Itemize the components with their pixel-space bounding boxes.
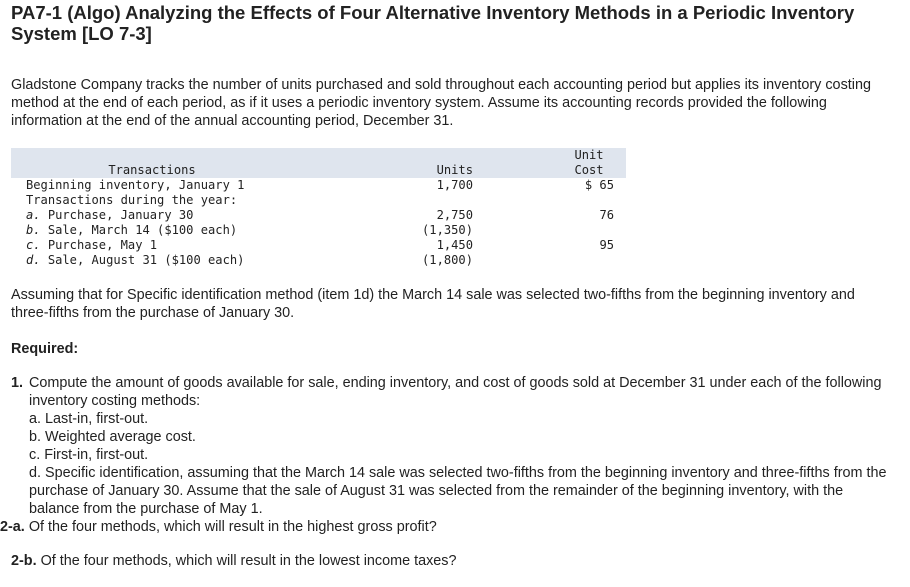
row-desc: Beginning inventory, January 1	[26, 178, 245, 192]
question-2b-text: Of the four methods, which will result in the lowest income taxes?	[40, 553, 457, 569]
question-1-item-a: a. Last-in, first-out.	[29, 411, 149, 427]
row-cost: $ 65	[584, 178, 614, 192]
page-title: PA7-1 (Algo) Analyzing the Effects of Four Alternative Inventory Methods in a Periodic Inventory System [LO 7-3]	[11, 2, 855, 44]
question-1	[11, 374, 891, 518]
table-row	[11, 178, 626, 193]
row-letter: b.	[26, 223, 41, 237]
transactions-table	[11, 148, 626, 268]
table-row	[11, 193, 626, 208]
row-letter: a.	[26, 208, 41, 222]
row-letter: c.	[26, 238, 41, 252]
row-units: 2,750	[436, 208, 473, 222]
row-cost	[552, 223, 626, 238]
question-1-item-d: d. Specific identification, assuming that the March 14 sale was selected two-fifths from the beginning inventory and three-fifths from the purchase of January 30. Assume that the sale of August 31 was selected from the remainder of the beginning inventory, with the balance from the purchase of May 1.	[29, 465, 887, 517]
question-1-item-b: b. Weighted average cost.	[29, 429, 196, 445]
question-2b-label: 2-b.	[11, 553, 37, 569]
table-row	[11, 238, 626, 253]
table-row	[11, 208, 626, 223]
row-units: 1,450	[436, 238, 473, 252]
row-cost	[552, 253, 626, 268]
row-desc: Purchase, January 30	[40, 208, 194, 222]
row-units	[293, 193, 552, 208]
table-row	[11, 253, 626, 268]
intro-paragraph: Gladstone Company tracks the number of units purchased and sold throughout each accounting period but applies its inventory costing method at the end of each period, as if it uses a periodic inventory system. Assume its accounting records provided the following information at the end of the annual accounting period, December 31.	[11, 77, 871, 129]
header-unit: Unit	[552, 148, 626, 163]
row-cost: 95	[599, 238, 614, 252]
question-2a-label: 2-a.	[0, 519, 25, 535]
assumption-paragraph: Assuming that for Specific identification method (item 1d) the March 14 sale was selected two-fifths from the beginning inventory and three-fifths from the purchase of January 30.	[11, 287, 855, 321]
row-desc: Transactions during the year:	[26, 193, 238, 207]
question-1-item-c: c. First-in, first-out.	[29, 447, 149, 463]
question-2b	[11, 552, 457, 570]
question-2a	[0, 518, 437, 536]
question-2a-text: Of the four methods, which will result in the highest gross profit?	[28, 519, 437, 535]
header-cost: Cost	[552, 163, 626, 178]
row-desc: Sale, March 14 ($100 each)	[40, 223, 238, 237]
row-units: (1,800)	[422, 253, 473, 267]
question-1-text: Compute the amount of goods available for sale, ending inventory, and cost of goods sold at December 31 under each of the following inventory costing methods:	[29, 375, 882, 409]
required-heading: Required:	[11, 341, 79, 357]
header-blank-1	[11, 148, 293, 163]
row-letter: d.	[26, 253, 41, 267]
table-row	[11, 223, 626, 238]
row-desc: Sale, August 31 ($100 each)	[40, 253, 245, 267]
row-units: (1,350)	[422, 223, 473, 237]
header-units: Units	[293, 163, 552, 178]
row-cost: 76	[599, 208, 614, 222]
question-1-number: 1.	[11, 375, 24, 391]
header-transactions: Transactions	[11, 163, 293, 178]
header-blank-2	[293, 148, 552, 163]
row-cost	[552, 193, 626, 208]
row-desc: Purchase, May 1	[40, 238, 158, 252]
row-units: 1,700	[436, 178, 473, 192]
